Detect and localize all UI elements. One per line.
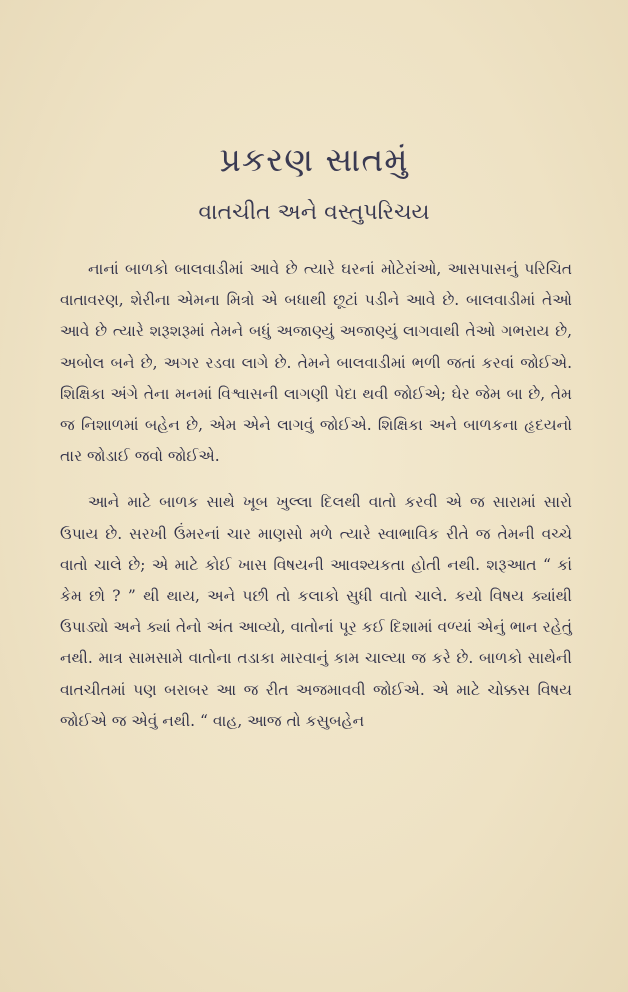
body-text [60,254,572,737]
paragraph-1: નાનાં બાળકો બાલવાડીમાં આવે છે ત્યારે ઘરનાં મોટેરાંઓ, આસપાસનું પરિચિત વાતાવરણ, શેરીના એમના મિત્રો એ બધાથી છૂટાં પડીને આવે છે. બાલવાડીમાં તેઓ આવે છે ત્યારે શરૂશરૂમાં તેમને બધું અજાણ્યું અજાણ્યું લાગવાથી તેઓ ગભરાય છે, અબોલ બને છે, અગર રડવા લાગે છે. તેમને બાલવાડીમાં ભળી જતાં કરવાં જોઈએ. શિક્ષિકા અંગે તેના મનમાં વિશ્વાસની લાગણી પેદા થવી જોઈએ; ઘેર જેમ બા છે, તેમ જ નિશાળમાં બહેન છે, એમ એને લાગવું જોઈએ. શિક્ષિકા અને બાળકના હૃદયનો તાર જોડાઈ જવો જોઈએ. [60,260,572,466]
paragraph-2: આને માટે બાળક સાથે ખૂબ ખુલ્લા દિલથી વાતો કરવી એ જ સારામાં સારો ઉપાય છે. સરખી ઉંમરનાં ચાર માણસો મળે ત્યારે સ્વાભાવિક રીતે જ તેમની વચ્ચે વાતો ચાલે છે; એ માટે કોઈ ખાસ વિષયની આવશ્યકતા હોતી નથી. શરૂઆત “ કાં કેમ છો ? ” થી થાય, અને પછી તો કલાકો સુધી વાતો ચાલે. કયો વિષય ક્યાંથી ઉપાડ્યો અને ક્યાં તેનો અંત આવ્યો, વાતોનાં પૂર કઈ દિશામાં વળ્યાં એનું ભાન રહેતું નથી. માત્ર સામસામે વાતોના તડાકા મારવાનું કામ ચાલ્યા જ કરે છે. બાળકો સાથેની વાતચીતમાં પણ બરાબર આ જ રીત અજમાવવી જોઈએ. એ માટે ચોક્કસ વિષય જોઈએ જ એવું નથી. “ વાહ, આજ તો કસુબહેન [60,493,572,730]
section-title: વાતચીત અને વસ્તુપરિચય [198,200,430,225]
chapter-title: પ્રકરણ સાતમું [219,140,409,179]
